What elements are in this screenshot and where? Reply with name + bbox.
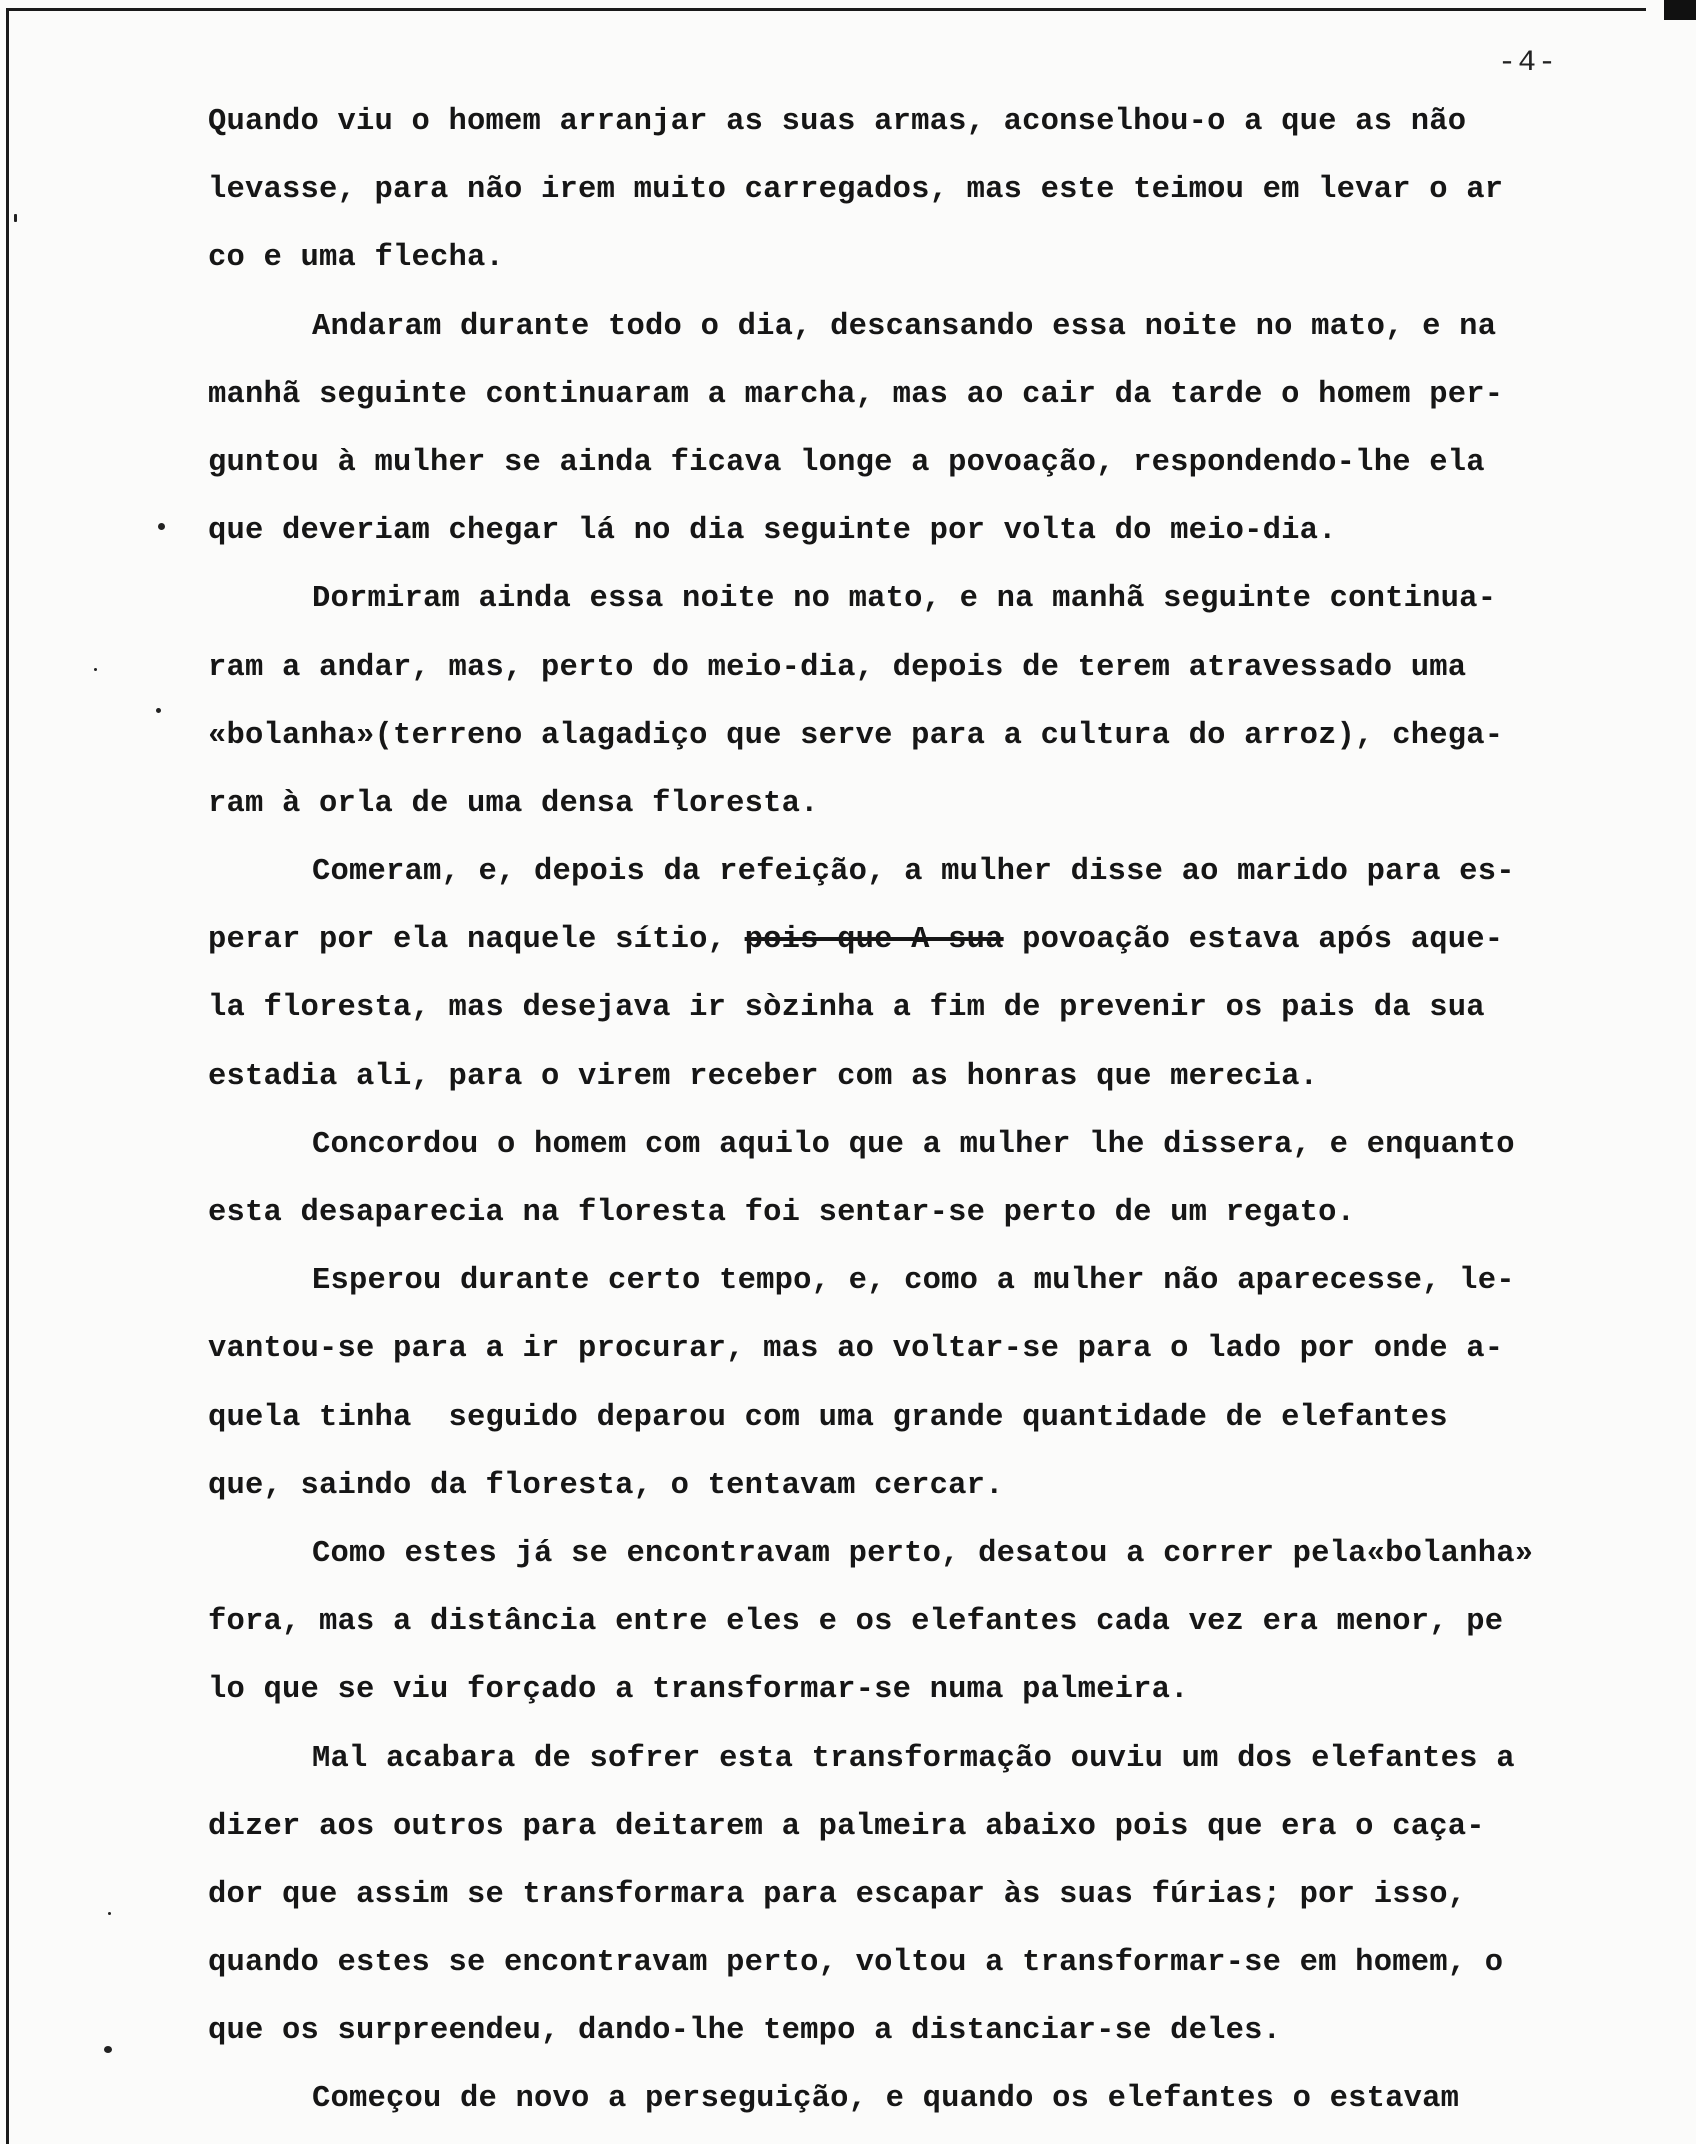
text-line [208,2065,1648,2133]
text-line [208,1929,1648,1997]
text-line [208,1247,1648,1315]
text-line-content: Andaram durante todo o dia, descansando essa noite no mato, e na [312,309,1497,344]
text-line [208,224,1648,292]
text-line-content: perar por ela naquele sítio, [208,923,727,958]
scan-speck [94,668,97,671]
scan-speck [158,523,165,530]
text-line [208,1588,1648,1656]
text-line [208,702,1648,770]
text-line-content: esta desaparecia na floresta foi sentar-se perto de um regato. [208,1196,1356,1230]
struck-through-text: pois que A sua [744,923,1004,958]
text-line [208,1452,1648,1520]
text-line-content: la floresta, mas desejava ir sòzinha a fim de prevenir os pais da sua [208,991,1485,1026]
text-line-content: Começou de novo a perseguição, e quando os elefantes o estavam [312,2082,1460,2117]
text-line [208,1179,1648,1247]
scan-corner-mark [1664,0,1696,20]
text-line-content: dor que assim se transformara para escapar às suas fúrias; por isso, [208,1877,1467,1912]
text-line [208,1656,1648,1724]
text-line [208,361,1648,429]
page-number: -4- [1498,46,1559,80]
text-line-content: vantou-se para a ir procurar, mas ao voltar-se para o lado por onde a- [208,1332,1504,1367]
text-line-content: quando estes se encontravam perto, voltou a transformar-se em homem, o [208,1946,1504,1981]
text-line-content: quela tinha seguido deparou com uma grande quantidade de elefantes [208,1400,1448,1435]
text-line [208,1725,1648,1793]
text-line-content: Mal acabara de sofrer esta transformação ouviu um dos elefantes a [312,1741,1515,1776]
text-line-content: Como estes já se encontravam perto, desatou a correr pela«bolanha» [312,1536,1534,1571]
text-line [208,1997,1648,2065]
text-line [208,497,1648,565]
scan-edge-left [6,8,9,2144]
text-line [208,429,1648,497]
text-line [208,634,1648,702]
text-line-content: fora, mas a distância entre eles e os elefantes cada vez era menor, pe [208,1605,1504,1640]
text-line-continuation: povoação estava após aque- [1003,923,1504,958]
text-line-content: que os surpreendeu, dando-lhe tempo a distanciar-se deles. [208,2014,1282,2049]
text-line [208,1043,1648,1111]
text-line-content: lo que se viu forçado a transformar-se numa palmeira. [208,1673,1189,1708]
text-line [208,1793,1648,1861]
text-line [208,1315,1648,1383]
text-line-content: que, saindo da floresta, o tentavam cercar. [208,1468,1004,1503]
scan-speck [156,708,161,713]
text-line-content: Quando viu o homem arranjar as suas armas, aconselhou-o a que as não [208,105,1467,139]
scan-speck [104,2046,112,2053]
text-line [208,88,1648,156]
text-line-content: Dormiram ainda essa noite no mato, e na manhã seguinte continua- [312,582,1497,617]
text-line-content: que deveriam chegar lá no dia seguinte por volta do meio-dia. [208,514,1337,549]
text-line [208,565,1648,633]
text-line-content: Esperou durante certo tempo, e, como a mulher não aparecesse, le- [312,1264,1515,1299]
text-line-content: dizer aos outros para deitarem a palmeira abaixo pois que era o caça- [208,1809,1485,1844]
text-line [208,906,1648,974]
text-line-content: estadia ali, para o virem receber com as honras que merecia. [208,1059,1319,1094]
text-line [208,156,1648,224]
typewritten-text [208,88,1648,2134]
scan-edge-top [6,8,1646,11]
scan-speck [14,214,17,222]
text-line-content: ram à orla de uma densa floresta. [208,786,819,821]
text-line-content: manhã seguinte continuaram a marcha, mas ao cair da tarde o homem per- [208,377,1504,412]
text-line [208,1520,1648,1588]
text-line-content: Comeram, e, depois da refeição, a mulher disse ao marido para es- [312,855,1515,890]
scan-speck [108,1912,111,1915]
text-line-content: ram a andar, mas, perto do meio-dia, depois de terem atravessado uma [208,650,1467,685]
text-line [208,293,1648,361]
text-line [208,1861,1648,1929]
text-line [208,770,1648,838]
text-line-content: co e uma flecha. [208,241,505,276]
text-line-content: Concordou o homem com aquilo que a mulher lhe dissera, e enquanto [312,1127,1515,1162]
text-line-content: «bolanha»(terreno alagadiço que serve para a cultura do arroz), chega- [208,718,1504,753]
text-line [208,1111,1648,1179]
text-line [208,1384,1648,1452]
text-line-content: guntou à mulher se ainda ficava longe a povoação, respondendo-lhe ela [208,445,1485,480]
text-line [208,974,1648,1042]
text-line [208,838,1648,906]
text-line-content: levasse, para não irem muito carregados, mas este teimou em levar o ar [208,173,1504,208]
